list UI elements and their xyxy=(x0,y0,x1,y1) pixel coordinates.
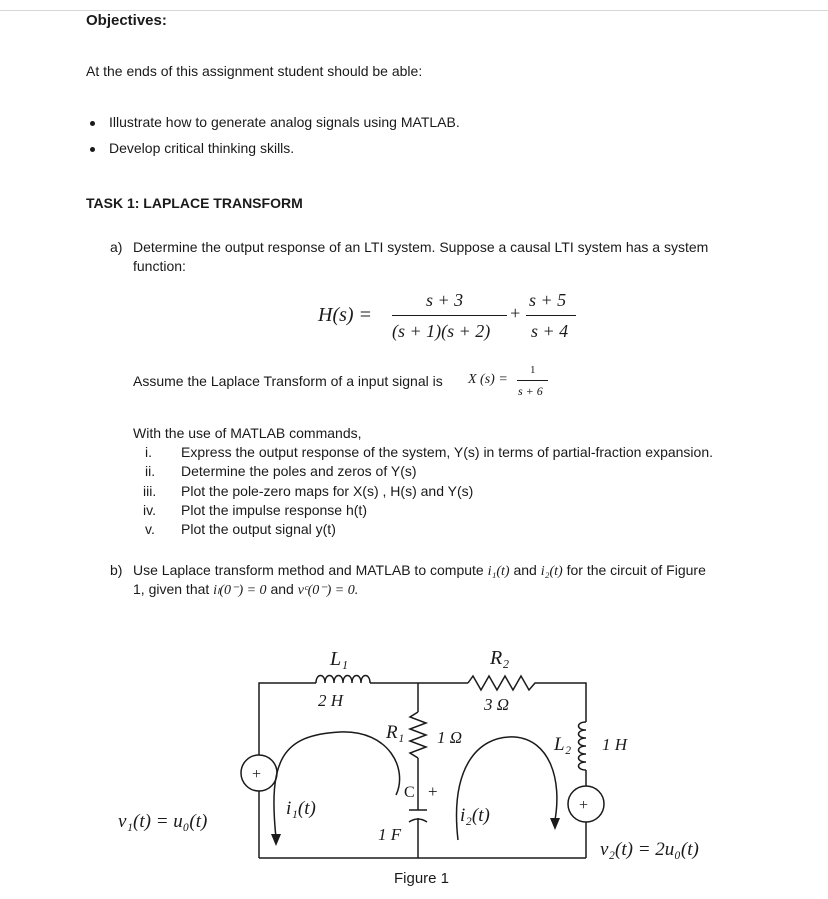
objective-item: Illustrate how to generate analog signals using MATLAB. xyxy=(109,114,460,130)
label-i2: i₂(t) xyxy=(460,805,490,826)
step-text: Determine the poles and zeros of Y(s) xyxy=(181,463,417,479)
label-c-plus: + xyxy=(428,782,438,801)
part-a-text-cont: function: xyxy=(133,258,186,274)
hs-plus: + xyxy=(509,303,522,323)
hs-lhs: H(s) = xyxy=(318,304,373,326)
intro-text: At the ends of this assignment student should be able: xyxy=(86,63,423,79)
part-b-marker: b) xyxy=(110,562,123,578)
label-v1: v₁(t) = u₀(t) xyxy=(118,811,208,832)
label-c: C xyxy=(404,784,415,801)
step-number: i. xyxy=(145,444,152,460)
part-b-text: Use Laplace transform method and MATLAB to compute i₁(t) and i₂(t) for the circuit of Figure xyxy=(133,562,706,579)
hs-denominator-1: (s + 1)(s + 2) xyxy=(392,321,491,341)
assume-text: Assume the Laplace Transform of a input signal is xyxy=(133,373,443,389)
xs-numerator: 1 xyxy=(530,364,536,376)
matlab-intro: With the use of MATLAB commands, xyxy=(133,425,362,441)
wire-top-left xyxy=(259,683,316,755)
resistor-r2 xyxy=(468,676,540,690)
step-number: ii. xyxy=(145,463,156,479)
inductor-l1-coil xyxy=(316,676,370,684)
xs-lhs: X (s) = xyxy=(468,372,508,387)
label-r2-value: 3 Ω xyxy=(484,695,510,714)
resistor-r1 xyxy=(410,712,426,758)
step-number: iii. xyxy=(143,483,157,499)
step-text: Plot the impulse response h(t) xyxy=(181,502,367,518)
xs-denominator: s + 6 xyxy=(518,384,543,398)
step-text: Plot the pole-zero maps for X(s) , H(s) and Y(s) xyxy=(181,483,474,499)
label-l2: L₂ xyxy=(554,734,572,755)
label-r2: R₂ xyxy=(490,647,510,669)
part-a-text: Determine the output response of an LTI system. Suppose a causal LTI system has a system xyxy=(133,239,709,255)
arrowhead-i2 xyxy=(550,818,560,830)
hs-numerator-1: s + 3 xyxy=(426,290,464,310)
wire-top-right xyxy=(540,683,586,722)
label-l1: L₁ xyxy=(330,648,349,670)
label-i1: i₁(t) xyxy=(286,798,316,819)
label-l1-value: 2 H xyxy=(318,691,344,710)
label-v2: v₂(t) = 2u₀(t) xyxy=(600,839,699,860)
label-l2-value: 1 H xyxy=(602,735,628,754)
objectives-heading: Objectives: xyxy=(86,12,167,29)
step-number: v. xyxy=(145,521,155,537)
source-v1-plus: + xyxy=(252,766,262,783)
label-r1: R₁ xyxy=(386,722,405,743)
hs-denominator-2: s + 4 xyxy=(531,321,569,341)
label-c-value: 1 F xyxy=(378,825,402,844)
step-text: Express the output response of the system, Y(s) in terms of partial-fraction expansion. xyxy=(181,444,713,460)
label-r1-value: 1 Ω xyxy=(437,728,463,747)
arrowhead-i1 xyxy=(271,834,281,846)
inductor-l2-coil xyxy=(579,722,587,770)
part-b-text-cont: 1, given that iₗ(0⁻) = 0 and vᶜ(0⁻) = 0. xyxy=(133,581,359,598)
step-number: iv. xyxy=(143,502,156,518)
figure-caption: Figure 1 xyxy=(394,870,450,887)
hs-numerator-2: s + 5 xyxy=(529,290,567,310)
loop-arrow-i1 xyxy=(274,732,400,838)
task-title: TASK 1: LAPLACE TRANSFORM xyxy=(86,195,303,211)
source-v2-plus: + xyxy=(579,797,589,814)
step-text: Plot the output signal y(t) xyxy=(181,521,336,537)
objective-item: Develop critical thinking skills. xyxy=(109,140,295,156)
part-a-marker: a) xyxy=(110,239,123,255)
